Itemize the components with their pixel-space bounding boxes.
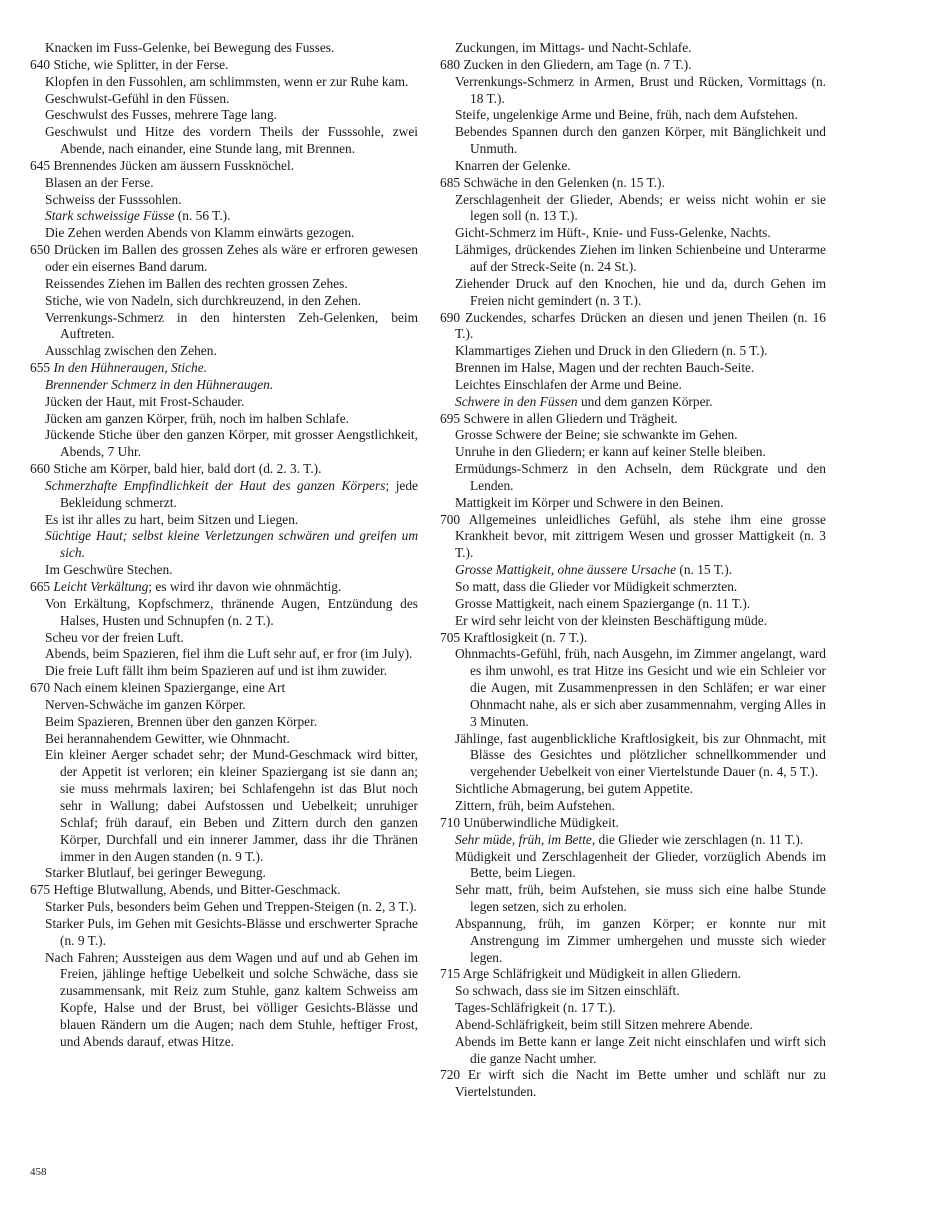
entry-text: Er wird sehr leicht von der kleinsten Beschäftigung müde.	[455, 612, 767, 628]
symptom-entry	[30, 697, 418, 714]
entry-text: Lähmiges, drückendes Ziehen im linken Schienbeine und Unterarme auf der Streck-Seite (n. 24 St.).	[455, 242, 826, 274]
entry-text: Abend-Schläfrigkeit, beim still Sitzen mehrere Abende.	[455, 1016, 753, 1032]
entry-text: Abends im Bette kann er lange Zeit nicht einschlafen und wirft sich die ganze Nacht umher.	[455, 1033, 826, 1066]
entry-number: 675	[30, 882, 51, 898]
entry-text: Ein kleiner Aerger schadet sehr; der Mund-Geschmack wird bitter, der Appetit ist verloren; ein kleiner Spaziergang ist sie dann an; sie muss mehrmals laxiren; bei Schlafengehn ist das Blut noch sehr in Wallung; dabei Aufstossen und Uebelkeit; unruhiger Schlaf; früh darauf, ein Beben und Zittern durch den ganzen Körper, Durchfall und ein innerer Jammer, dass ihr die Thränen immer in den Augen standen (n. 9 T.).	[45, 747, 418, 864]
entry-text: Geschwulst-Gefühl in den Füssen.	[45, 90, 230, 106]
entry-number: 710	[440, 814, 461, 830]
entry-text: Zucken in den Gliedern, am Tage (n. 7 T.).	[463, 56, 692, 72]
entry-text: So schwach, dass sie im Sitzen einschläft.	[455, 983, 680, 999]
symptom-entry	[440, 562, 826, 579]
symptom-entry	[440, 310, 826, 344]
symptom-entry	[30, 276, 418, 293]
symptom-entry	[440, 916, 826, 967]
entry-number: 650	[30, 242, 51, 258]
symptom-entry	[30, 865, 418, 882]
symptom-entry	[30, 461, 418, 478]
symptom-entry	[30, 882, 418, 899]
symptom-entry	[30, 663, 418, 680]
entry-text: Grosse Mattigkeit, ohne äussere Ursache (n. 15 T.).	[455, 562, 733, 578]
entry-text: Jücken am ganzen Körper, früh, noch im halben Schlafe.	[45, 410, 349, 426]
entry-number: 695	[440, 410, 461, 426]
symptom-entry	[30, 950, 418, 1051]
symptom-entry	[30, 528, 418, 562]
symptom-entry	[30, 394, 418, 411]
entry-text: Jählinge, fast augenblickliche Kraftlosigkeit, bis zur Ohnmacht, mit Blässe des Gesichtes und plötzlicher schnellkommender und vergehender Uebelkeit von einer Viertelstunde Dauer (n. 4, 5 T.).	[455, 730, 826, 780]
entry-number: 660	[30, 461, 51, 477]
entry-text: Grosse Mattigkeit, nach einem Spaziergange (n. 11 T.).	[455, 595, 751, 611]
symptom-entry	[440, 444, 826, 461]
symptom-entry	[30, 57, 418, 74]
entry-number: 655	[30, 360, 51, 376]
symptom-entry	[440, 512, 826, 563]
entry-text: Leichtes Einschlafen der Arme und Beine.	[455, 376, 682, 392]
entry-text: Reissendes Ziehen im Ballen des rechten grossen Zehes.	[45, 275, 348, 291]
entry-text: Unüberwindliche Müdigkeit.	[463, 814, 619, 830]
entry-number: 700	[440, 511, 461, 527]
symptom-entry	[440, 1017, 826, 1034]
symptom-entry	[440, 343, 826, 360]
symptom-entry	[30, 310, 418, 344]
entry-text: Tages-Schläfrigkeit (n. 17 T.).	[455, 1000, 616, 1016]
entry-number: 720	[440, 1067, 461, 1083]
entry-number: 670	[30, 680, 51, 696]
entry-text: Die Zehen werden Abends von Klamm einwärts gezogen.	[45, 225, 355, 241]
symptom-entry	[440, 849, 826, 883]
entry-text: Brennender Schmerz in den Hühneraugen.	[45, 376, 274, 392]
symptom-entry	[440, 646, 826, 730]
entry-text: Gicht-Schmerz im Hüft-, Knie- und Fuss-Gelenke, Nachts.	[455, 225, 771, 241]
entry-text: Brennendes Jücken am äussern Fussknöchel.	[53, 157, 295, 173]
symptom-entry	[30, 427, 418, 461]
entry-text: Jückende Stiche über den ganzen Körper, mit grosser Aengstlichkeit, Abends, 7 Uhr.	[45, 427, 418, 460]
symptom-entry	[440, 798, 826, 815]
entry-text: Beim Spazieren, Brennen über den ganzen Körper.	[45, 713, 318, 729]
entry-number: 645	[30, 157, 51, 173]
entry-text: Schwäche in den Gelenken (n. 15 T.).	[463, 174, 665, 190]
entry-text: Bebendes Spannen durch den ganzen Körper, mit Bänglichkeit und Unmuth.	[455, 124, 826, 157]
symptom-entry	[30, 579, 418, 596]
entry-text: Ohnmachts-Gefühl, früh, nach Ausgehn, im Zimmer angelangt, ward es ihm unwohl, es trat Hitze ins Gesicht und wie ein Schleier vor die Augen, mit Zusammenpressen in den Schläfen; er war einer Ohnmacht nahe, als er sich aber zusammennahm, verging Alles in 3 Minuten.	[455, 646, 826, 729]
symptom-entry	[30, 596, 418, 630]
entry-text: So matt, dass die Glieder vor Müdigkeit schmerzten.	[455, 579, 738, 594]
entry-text: Scheu vor der freien Luft.	[45, 629, 184, 645]
symptom-entry	[440, 427, 826, 444]
symptom-entry	[440, 1000, 826, 1017]
symptom-entry	[440, 175, 826, 192]
entry-text: In den Hühneraugen, Stiche.	[53, 360, 208, 376]
entry-text: Ziehender Druck auf den Knochen, hie und da, durch Gehen im Freien nicht gemindert (n. 3 T.).	[455, 275, 826, 308]
symptom-entry	[440, 394, 826, 411]
symptom-entry	[440, 630, 826, 647]
symptom-entry	[30, 411, 418, 428]
entry-text: Heftige Blutwallung, Abends, und Bitter-Geschmack.	[53, 882, 341, 898]
symptom-entry	[440, 832, 826, 849]
symptom-entry	[440, 1034, 826, 1068]
symptom-entry	[30, 377, 418, 394]
entry-text: Ausschlag zwischen den Zehen.	[45, 343, 217, 359]
entry-number: 685	[440, 174, 461, 190]
entry-text: Steife, ungelenkige Arme und Beine, früh, nach dem Aufstehen.	[455, 107, 798, 123]
entry-text: Starker Blutlauf, bei geringer Bewegung.	[45, 865, 266, 881]
entry-text: Stiche, wie von Nadeln, sich durchkreuzend, in den Zehen.	[45, 292, 362, 308]
symptom-entry	[30, 916, 418, 950]
page-number: 458	[30, 1166, 47, 1178]
entry-number: 690	[440, 309, 461, 325]
entry-text: Stiche, wie Splitter, in der Ferse.	[53, 56, 229, 72]
symptom-entry	[30, 899, 418, 916]
entry-text: Müdigkeit und Zerschlagenheit der Glieder, vorzüglich Abends im Bette, beim Liegen.	[455, 848, 826, 881]
symptom-entry	[30, 680, 418, 697]
entry-text: Klopfen in den Fussohlen, am schlimmsten, wenn er zur Ruhe kam.	[45, 73, 409, 89]
entry-text: Stark schweissige Füsse (n. 56 T.).	[45, 208, 231, 224]
symptom-entry	[440, 613, 826, 630]
entry-text: Drücken im Ballen des grossen Zehes als wäre er erfroren gewesen oder ein eisernes Band darum.	[45, 242, 418, 274]
symptom-entry	[440, 1067, 826, 1101]
symptom-entry	[440, 966, 826, 983]
entry-text: Zuckungen, im Mittags- und Nacht-Schlafe.	[455, 40, 692, 55]
entry-number: 715	[440, 966, 461, 982]
symptom-entry	[440, 461, 826, 495]
entry-text: Verrenkungs-Schmerz in Armen, Brust und Rücken, Vormittags (n. 18 T.).	[455, 73, 826, 106]
symptom-entry	[30, 107, 418, 124]
symptom-entry	[440, 124, 826, 158]
symptom-entry	[440, 158, 826, 175]
symptom-entry	[440, 74, 826, 108]
entry-number: 640	[30, 56, 51, 72]
symptom-entry	[440, 411, 826, 428]
left-column	[30, 40, 418, 1051]
entry-text: Abspannung, früh, im ganzen Körper; er konnte nur mit Anstrengung im Zimmer umhergehen und musste sich wieder legen.	[455, 915, 826, 965]
entry-text: Abends, beim Spazieren, fiel ihm die Luft sehr auf, er fror (im July).	[45, 646, 413, 662]
entry-text: Stiche am Körper, bald hier, bald dort (d. 2. 3. T.).	[53, 461, 322, 477]
entry-text: Leicht Verkältung; es wird ihr davon wie ohnmächtig.	[53, 579, 342, 594]
entry-text: Allgemeines unleidliches Gefühl, als stehe ihm eine grosse Krankheit bevor, mit zittrigem Wesen und grosser Mattigkeit (n. 3 T.).	[455, 511, 826, 561]
symptom-entry	[30, 158, 418, 175]
symptom-entry	[440, 377, 826, 394]
symptom-entry	[440, 360, 826, 377]
symptom-entry	[440, 731, 826, 782]
symptom-entry	[30, 512, 418, 529]
symptom-entry	[440, 242, 826, 276]
symptom-entry	[30, 714, 418, 731]
entry-number: 680	[440, 56, 461, 72]
symptom-entry	[30, 478, 418, 512]
entry-text: Blasen an der Ferse.	[45, 174, 154, 190]
symptom-entry	[440, 40, 826, 57]
symptom-entry	[30, 91, 418, 108]
symptom-entry	[30, 360, 418, 377]
symptom-entry	[30, 175, 418, 192]
symptom-entry	[440, 596, 826, 613]
symptom-entry	[440, 276, 826, 310]
entry-text: Süchtige Haut; selbst kleine Verletzungen schwären und greifen um sich.	[45, 528, 418, 561]
symptom-entry	[30, 731, 418, 748]
entry-text: Nerven-Schwäche im ganzen Körper.	[45, 696, 246, 712]
entry-text: Grosse Schwere der Beine; sie schwankte im Gehen.	[455, 427, 738, 443]
entry-text: Bei herannahendem Gewitter, wie Ohnmacht.	[45, 730, 290, 746]
entry-text: Starker Puls, besonders beim Gehen und Treppen-Steigen (n. 2, 3 T.).	[45, 899, 417, 915]
symptom-entry	[30, 40, 418, 57]
entry-text: Zerschlagenheit der Glieder, Abends; er weiss nicht wohin er sie legen soll (n. 13 T.).	[455, 191, 826, 224]
symptom-entry	[30, 646, 418, 663]
symptom-entry	[30, 293, 418, 310]
entry-number: 705	[440, 629, 461, 645]
entry-text: Verrenkungs-Schmerz in den hintersten Zeh-Gelenken, beim Auftreten.	[45, 309, 418, 342]
entry-text: Schwere in allen Gliedern und Trägheit.	[463, 410, 678, 426]
entry-text: Ermüdungs-Schmerz in den Achseln, dem Rückgrate und den Lenden.	[455, 461, 826, 493]
entry-text: Schweiss der Fusssohlen.	[45, 191, 182, 207]
entry-text: Brennen im Halse, Magen und der rechten Bauch-Seite.	[455, 360, 755, 376]
entry-text: Die freie Luft fällt ihm beim Spazieren auf und ist ihm zuwider.	[45, 663, 388, 679]
entry-number: 665	[30, 579, 51, 594]
entry-text: Geschwulst und Hitze des vordern Theils der Fusssohle, zwei Abende, nach einander, eine Stunde lang, mit Brennen.	[45, 124, 418, 157]
entry-text: Sehr matt, früh, beim Aufstehen, sie muss sich eine halbe Stunde legen setzen, sich zu erholen.	[455, 882, 826, 915]
entry-text: Von Erkältung, Kopfschmerz, thränende Augen, Entzündung des Halses, Husten und Schnupfen (n. 2 T.).	[45, 595, 418, 628]
symptom-entry	[30, 192, 418, 209]
entry-text: Sichtliche Abmagerung, bei gutem Appetite.	[455, 781, 694, 797]
entry-text: Es ist ihr alles zu hart, beim Sitzen und Liegen.	[45, 511, 299, 527]
entry-text: Unruhe in den Gliedern; er kann auf keiner Stelle bleiben.	[455, 444, 766, 460]
symptom-entry	[30, 124, 418, 158]
symptom-entry	[30, 747, 418, 865]
entry-text: Geschwulst des Fusses, mehrere Tage lang.	[45, 107, 277, 123]
symptom-entry	[440, 781, 826, 798]
right-column	[440, 40, 826, 1101]
entry-text: Nach Fahren; Aussteigen aus dem Wagen und auf und ab Gehen im Freien, jählinge heftige Uebelkeit und solche Schwäche, dass sie zusammensank, mit Reiz zum Stuhle, ganz kaltem Schweiss am Kopfe, Halse und der Brust, bei völliger Gesichts-Blässe und blauen Rändern um die Augen; nach dem Stuhle, heftiger Frost, und Abends darauf, etwas Hitze.	[45, 949, 418, 1049]
entry-text: Sehr müde, früh, im Bette, die Glieder wie zerschlagen (n. 11 T.).	[455, 831, 804, 847]
symptom-entry	[30, 630, 418, 647]
symptom-entry	[30, 74, 418, 91]
entry-text: Er wirft sich die Nacht im Bette umher und schläft nur zu Viertelstunden.	[455, 1067, 826, 1100]
symptom-entry	[30, 242, 418, 276]
symptom-entry	[440, 882, 826, 916]
entry-text: Klammartiges Ziehen und Druck in den Gliedern (n. 5 T.).	[455, 343, 768, 359]
entry-text: Im Geschwüre Stechen.	[45, 562, 173, 578]
entry-text: Mattigkeit im Körper und Schwere in den Beinen.	[455, 494, 724, 510]
entry-text: Schmerzhafte Empfindlichkeit der Haut des ganzen Körpers; jede Bekleidung schmerzt.	[45, 477, 418, 510]
entry-text: Zittern, früh, beim Aufstehen.	[455, 797, 615, 813]
symptom-entry	[440, 495, 826, 512]
entry-text: Kraftlosigkeit (n. 7 T.).	[463, 629, 588, 645]
entry-text: Jücken der Haut, mit Frost-Schauder.	[45, 393, 245, 409]
symptom-entry	[440, 579, 826, 596]
entry-text: Knarren der Gelenke.	[455, 157, 571, 173]
symptom-entry	[30, 208, 418, 225]
entry-text: Nach einem kleinen Spaziergange, eine Art	[53, 680, 286, 696]
symptom-entry	[440, 192, 826, 226]
entry-text: Starker Puls, im Gehen mit Gesichts-Blässe und erschwerter Sprache (n. 9 T.).	[45, 915, 418, 948]
symptom-entry	[30, 225, 418, 242]
entry-text: Knacken im Fuss-Gelenke, bei Bewegung des Fusses.	[45, 40, 335, 55]
entry-text: Zuckendes, scharfes Drücken an diesen und jenen Theilen (n. 16 T.).	[455, 309, 826, 342]
symptom-entry	[30, 343, 418, 360]
entry-text: Schwere in den Füssen und dem ganzen Körper.	[455, 393, 713, 409]
symptom-entry	[30, 562, 418, 579]
symptom-entry	[440, 57, 826, 74]
symptom-entry	[440, 225, 826, 242]
symptom-entry	[440, 107, 826, 124]
symptom-entry	[440, 815, 826, 832]
entry-text: Arge Schläfrigkeit und Müdigkeit in allen Gliedern.	[462, 966, 741, 982]
symptom-entry	[440, 983, 826, 1000]
